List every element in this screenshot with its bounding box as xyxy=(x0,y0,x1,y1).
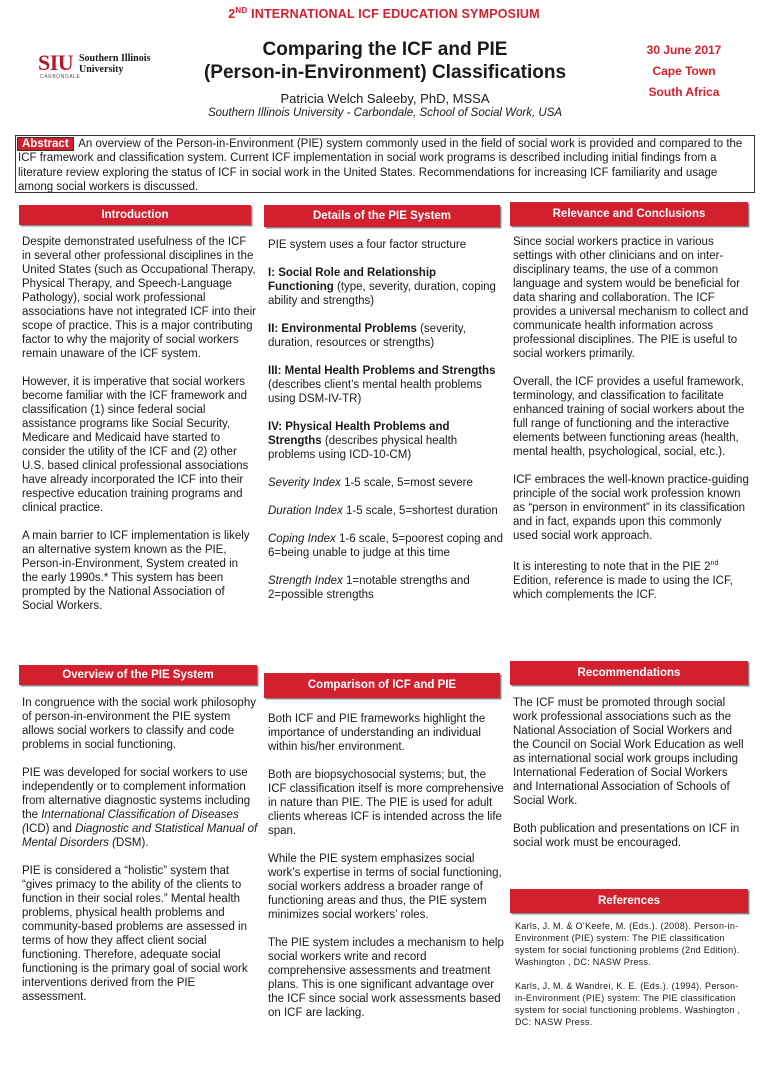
event-country: South Africa xyxy=(648,85,720,99)
abstract-text: An overview of the Person-in-Environment (PIE) system commonly used in the field of social work is provided and compared to the ICF framework and classification system. Current ICF implementation in social work programs is described including initial findings from a literature review exploring the status of ICF in social work in the United States. Recommendations for increasing ICF familiarity and usage among social workers is discussed. xyxy=(18,138,743,194)
event-city: Cape Town xyxy=(652,64,716,78)
overview-header: Overview of the PIE System xyxy=(19,665,257,685)
introduction-p3: A main barrier to ICF implementation is likely an alternative system known as the PIE, Person-in-Environment, System created in the early 1990s.* This system has been prompted by the National Association of Social Workers. xyxy=(22,530,250,612)
comparison-p4: The PIE system includes a mechanism to help social workers write and record comprehensive assessments and treatment plans. This is one significant advantage over the ICF since social work assessments based on ICF are lacking. xyxy=(268,937,504,1019)
reference-1: Karls, J. M. & O’Keefe, M. (Eds.). (2008). Person-in-Environment (PIE) system: The PIE classification system for social functioning problems (2nd Edition). Washington , DC: NASW Press. xyxy=(515,921,740,967)
recommendations-header: Recommendations xyxy=(510,661,748,685)
event-info xyxy=(618,40,750,103)
details-index-2: Duration Index 1-5 scale, 5=shortest duration xyxy=(268,505,498,517)
overview-p3: PIE is considered a “holistic” system that “gives primacy to the ability of the clients to function in their social roles.” Mental health problems, physical health problems and community-based problems are assessed in terms of how they affect client social functioning. Therefore, adequate social functioning is the primary goal of social work interventions derived from the PIE assessment. xyxy=(22,865,248,1003)
relevance-p4: It is interesting to note that in the PIE 2nd Edition, reference is made to using the ICF, which complements the ICF. xyxy=(513,560,733,601)
introduction-p1: Despite demonstrated usefulness of the ICF in several other professional disciplines in the United States (such as Occupational Therapy, Physical Therapy, and Speech-Language Pathology), social work professional associations have not integrated ICF into their scope of practice. This is a major contributing factor to why the majority of social workers remain unaware of the ICF system. xyxy=(22,236,256,360)
details-index-1: Severity Index 1-5 scale, 5=most severe xyxy=(268,477,473,489)
details-body xyxy=(268,238,504,616)
introduction-header: Introduction xyxy=(19,205,251,225)
references-body xyxy=(515,920,741,1040)
reference-2: Karls, J. M. & Wandrei, K. E. (Eds.). (1994). Person-in-Environment (PIE) system: The PIE classification system for social functioning problems. Washington , DC: NASW Press. xyxy=(515,981,741,1027)
comparison-p3: While the PIE system emphasizes social work’s expertise in terms of social functioning, social workers address a broader range of functioning areas and thus, the PIE system minimizes social workers’ roles. xyxy=(268,853,502,921)
comparison-p1: Both ICF and PIE frameworks highlight the importance of understanding an individual within his/her environment. xyxy=(268,713,486,753)
event-date: 30 June 2017 xyxy=(646,43,722,57)
university-logo xyxy=(38,50,168,80)
comparison-header: Comparison of ICF and PIE xyxy=(264,673,500,698)
recommendations-p2: Both publication and presentations on ICF in social work must be encouraged. xyxy=(513,823,740,849)
relevance-p2: Overall, the ICF provides a useful framework, terminology, and classification to facilitate enhanced training of social workers about the full range of functioning and the interactive elements between functioning areas (health, mental health, psychological, social, etc.). xyxy=(513,376,745,458)
comparison-p2: Both are biopsychosocial systems; but, the ICF classification itself is more comprehensive in nature than PIE. The PIE is used for adult clients whereas ICF is intended across the life span. xyxy=(268,769,504,837)
logo-sub: CARBONDALE xyxy=(40,74,81,80)
details-header: Details of the PIE System xyxy=(264,205,500,227)
author-name: Patricia Welch Saleeby, PhD, MSSA xyxy=(280,91,490,106)
details-index-3: Coping Index 1-6 scale, 5=poorest coping and 6=being unable to judge at this time xyxy=(268,533,503,559)
abstract-box xyxy=(15,135,755,193)
details-index-4: Strength Index 1=notable strengths and 2=possible strengths xyxy=(268,575,470,601)
details-intro: PIE system uses a four factor structure xyxy=(268,239,467,251)
details-factor-1: I: Social Role and Relationship Functioning (type, severity, duration, coping ability and strengths) xyxy=(268,267,496,307)
symposium-title: 2ND INTERNATIONAL ICF EDUCATION SYMPOSIUM xyxy=(228,6,540,22)
relevance-body xyxy=(513,235,749,616)
relevance-header: Relevance and Conclusions xyxy=(510,202,748,226)
references-header: References xyxy=(510,889,748,913)
logo-name: Southern Illinois University xyxy=(79,53,151,75)
comparison-body xyxy=(268,712,504,1034)
abstract-label: Abstract xyxy=(18,138,73,150)
logo-mark: SIU xyxy=(38,50,74,75)
relevance-p1: Since social workers practice in various settings with other clinicians and on inter-disciplinary teams, the use of a common language and system would be beneficial for data sharing and collaboration. The ICF provides a universal mechanism to collect and communicate health information across professional disciplines. The PIE is useful to social workers primarily. xyxy=(513,236,749,360)
recommendations-p1: The ICF must be promoted through social work professional associations such as the National Association of Social Workers and the Council on Social Work Education as well as international social work groups including International Federation of Social Workers and International Association of Schools of Social Work. xyxy=(513,697,744,807)
affiliation: Southern Illinois University - Carbondale, School of Social Work, USA xyxy=(207,107,563,119)
introduction-body xyxy=(22,235,256,627)
overview-body xyxy=(22,696,258,1018)
introduction-p2: However, it is imperative that social workers become familiar with the ICF framework and classification (1) since federal social assistance programs like Social Security, Medicare and Medicaid have started to consider the utility of the ICF and (2) other U.S. based clinical professional associations have already incorporated the ICF into their respective education training programs and clinical practice. xyxy=(22,376,249,514)
details-factor-4: IV: Physical Health Problems and Strengths (describes physical health problems using ICD-10-CM) xyxy=(268,421,458,461)
overview-p1: In congruence with the social work philosophy of person-in-environment the PIE system allows social workers to classify and code problems in social functioning. xyxy=(22,697,256,751)
overview-p2: PIE was developed for social workers to use independently or to complement information from alternative diagnostic systems including the International Classification of Diseases (ICD) and Diagnostic and Statistical Manual of Mental Disorders (DSM). xyxy=(22,767,258,849)
relevance-p3: ICF embraces the well-known practice-guiding principle of the social work profession known as “person in environment” in its classification and in fact, expands upon this commonly used social work approach. xyxy=(513,474,749,542)
details-factor-3: III: Mental Health Problems and Strengths (describes client’s mental health problems using DSM-IV-TR) xyxy=(268,365,496,405)
details-factor-2: II: Environmental Problems (severity, duration, resources or strengths) xyxy=(268,323,466,349)
recommendations-body xyxy=(513,696,749,864)
poster-title: Comparing the ICF and PIE (Person-in-Environment) Classifications xyxy=(203,39,567,83)
